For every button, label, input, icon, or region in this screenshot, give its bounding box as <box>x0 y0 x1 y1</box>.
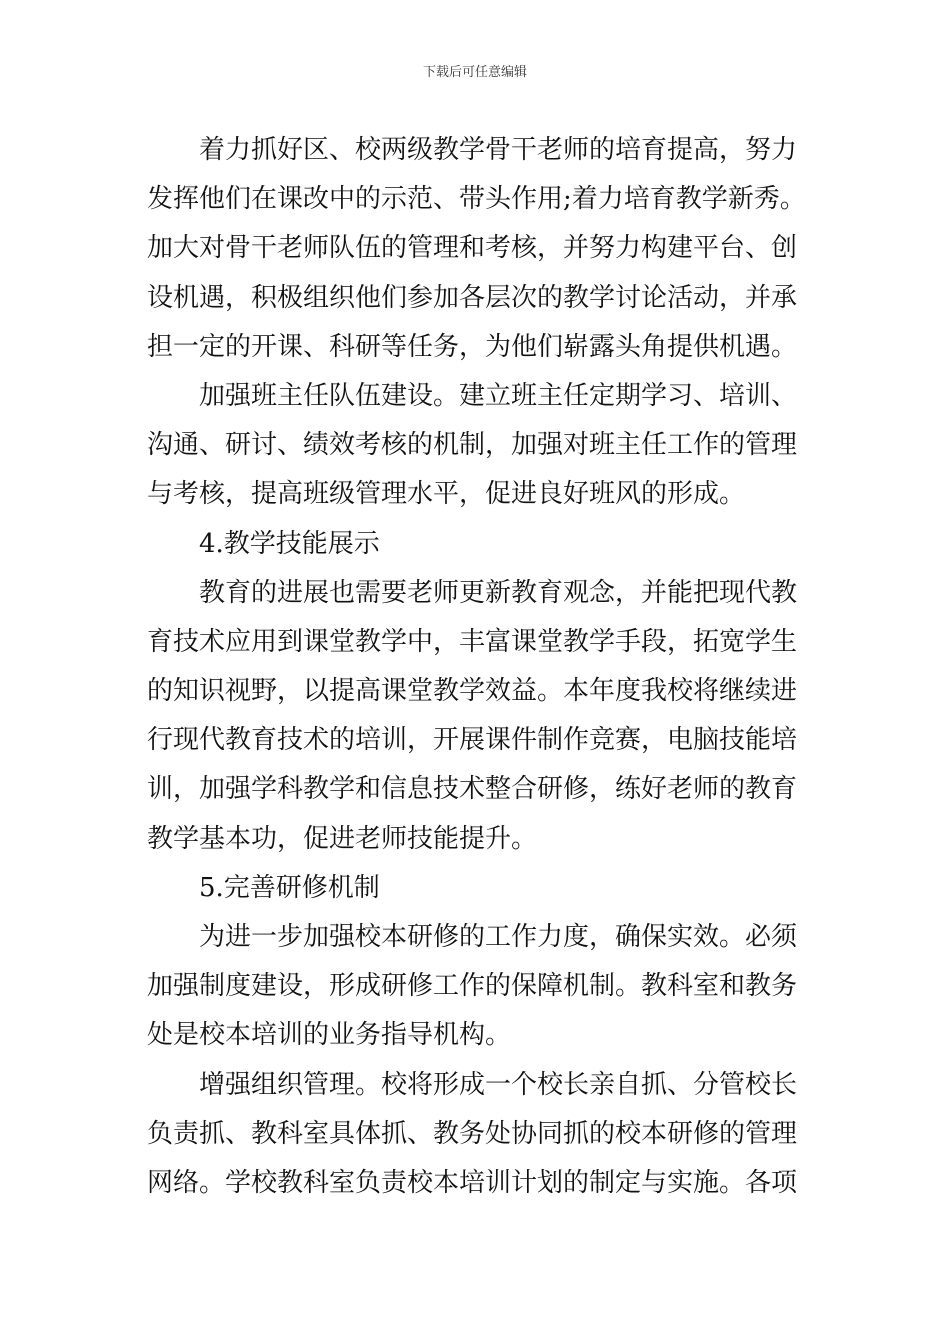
text-line: 加强班主任队伍建设。建立班主任定期学习、培训、 <box>199 380 798 411</box>
text-line: 着力抓好区、校两级教学骨干老师的培育提高，努力 <box>199 135 798 165</box>
text-line: 行现代教育技术的培训，开展课件制作竞赛，电脑技能培 <box>147 725 798 756</box>
page-header: 下载后可任意编辑 <box>422 65 527 80</box>
text-line: 训，加强学科教学和信息技术整合研修，练好老师的教育 <box>147 774 798 805</box>
text-line: 增强组织管理。校将形成一个校长亲自抓、分管校长 <box>199 1069 798 1100</box>
section-heading: 4.教学技能展示 <box>199 528 380 559</box>
text-line: 为进一步加强校本研修的工作力度，确保实效。必须 <box>199 922 798 952</box>
text-line: 沟通、研讨、绩效考核的机制，加强对班主任工作的管理 <box>147 430 798 461</box>
text-line: 发挥他们在课改中的示范、带头作用;着力培育教学新秀。 <box>147 184 806 215</box>
text-line: 的知识视野，以提高课堂教学效益。本年度我校将继续进 <box>147 676 798 707</box>
text-line: 担一定的开课、科研等任务，为他们崭露头角提供机遇。 <box>147 331 798 362</box>
text-line: 教学基本功，促进老师技能提升。 <box>147 823 538 854</box>
text-line: 育技术应用到课堂教学中，丰富课堂教学手段，拓宽学生 <box>147 626 798 657</box>
text-line: 处是校本培训的业务指导机构。 <box>147 1020 512 1051</box>
document-body <box>147 126 807 1208</box>
text-line: 教育的进展也需要老师更新教育观念，并能把现代教 <box>199 577 798 608</box>
text-line: 设机遇，积极组织他们参加各层次的教学讨论活动，并承 <box>147 282 798 313</box>
text-line: 与考核，提高班级管理水平，促进良好班风的形成。 <box>147 479 746 510</box>
text-line: 加强制度建设，形成研修工作的保障机制。教科室和教务 <box>147 971 798 1002</box>
text-line: 负责抓、教科室具体抓、教务处协同抓的校本研修的管理 <box>147 1118 798 1149</box>
text-line: 网络。学校教科室负责校本培训计划的制定与实施。各项 <box>147 1167 798 1198</box>
text-line: 加大对骨干老师队伍的管理和考核，并努力构建平台、创 <box>147 233 798 264</box>
section-heading: 5.完善研修机制 <box>199 872 380 903</box>
